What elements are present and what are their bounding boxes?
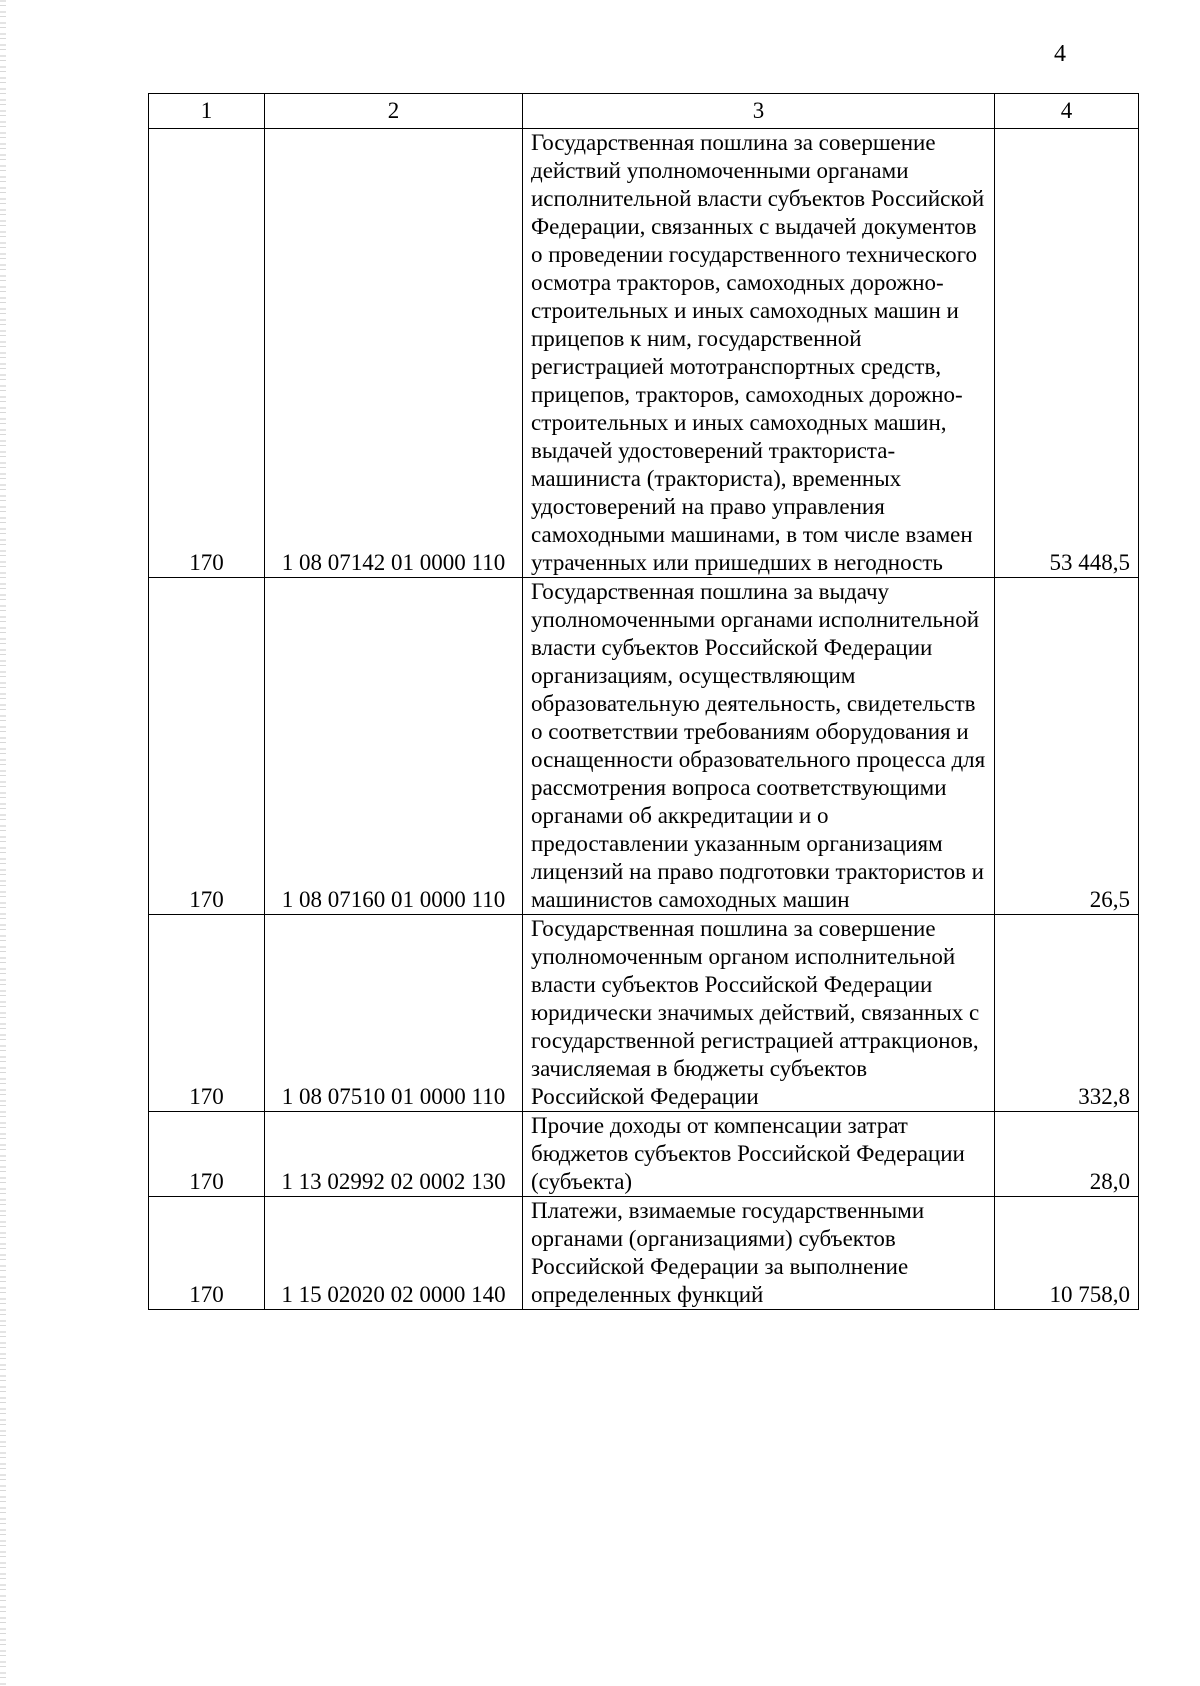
admin-code-cell: 170 xyxy=(149,578,265,915)
table-row xyxy=(149,578,1139,915)
header-cell-1: 1 xyxy=(149,94,265,129)
budget-code-cell: 1 15 02020 02 0000 140 xyxy=(265,1197,523,1310)
table-row xyxy=(149,129,1139,578)
description-cell: Прочие доходы от компенсации затрат бюджетов субъектов Российской Федерации (субъекта) xyxy=(523,1112,995,1197)
table-row xyxy=(149,915,1139,1112)
scan-edge-artifact xyxy=(0,0,6,1686)
revenue-table xyxy=(148,93,1139,1310)
table-row xyxy=(149,1197,1139,1310)
amount-cell: 26,5 xyxy=(995,578,1139,915)
amount-cell: 53 448,5 xyxy=(995,129,1139,578)
budget-code-cell: 1 08 07160 01 0000 110 xyxy=(265,578,523,915)
table-header-row xyxy=(149,94,1139,129)
description-cell: Государственная пошлина за совершение действий уполномоченными органами исполнительной власти субъектов Российской Федерации, связанных с выдачей документов о проведении государственного технического осмотра тракторов, самоходных дорожно-строительных и иных самоходных машин и прицепов к ним, государственной регистрацией мототранспортных средств, прицепов, тракторов, самоходных дорожно-строительных и иных самоходных машин, выдачей удостоверений тракториста-машиниста (тракториста), временных удостоверений на право управления самоходными машинами, в том числе взамен утраченных или пришедших в негодность xyxy=(523,129,995,578)
admin-code-cell: 170 xyxy=(149,915,265,1112)
page-number: 4 xyxy=(1054,41,1066,67)
amount-cell: 10 758,0 xyxy=(995,1197,1139,1310)
header-cell-3: 3 xyxy=(523,94,995,129)
header-cell-4: 4 xyxy=(995,94,1139,129)
admin-code-cell: 170 xyxy=(149,1112,265,1197)
budget-code-cell: 1 13 02992 02 0002 130 xyxy=(265,1112,523,1197)
description-cell: Платежи, взимаемые государственными органами (организациями) субъектов Российской Федерации за выполнение определенных функций xyxy=(523,1197,995,1310)
budget-code-cell: 1 08 07142 01 0000 110 xyxy=(265,129,523,578)
amount-cell: 332,8 xyxy=(995,915,1139,1112)
budget-code-cell: 1 08 07510 01 0000 110 xyxy=(265,915,523,1112)
amount-cell: 28,0 xyxy=(995,1112,1139,1197)
description-cell: Государственная пошлина за совершение уполномоченным органом исполнительной власти субъектов Российской Федерации юридически значимых действий, связанных с государственной регистрацией аттракционов, зачисляемая в бюджеты субъектов Российской Федерации xyxy=(523,915,995,1112)
header-cell-2: 2 xyxy=(265,94,523,129)
admin-code-cell: 170 xyxy=(149,129,265,578)
description-cell: Государственная пошлина за выдачу уполномоченными органами исполнительной власти субъектов Российской Федерации организациям, осуществляющим образовательную деятельность, свидетельств о соответствии требованиям оборудования и оснащенности образовательного процесса для рассмотрения вопроса соответствующими органами об аккредитации и о предоставлении указанным организациям лицензий на право подготовки трактористов и машинистов самоходных машин xyxy=(523,578,995,915)
table-row xyxy=(149,1112,1139,1197)
admin-code-cell: 170 xyxy=(149,1197,265,1310)
